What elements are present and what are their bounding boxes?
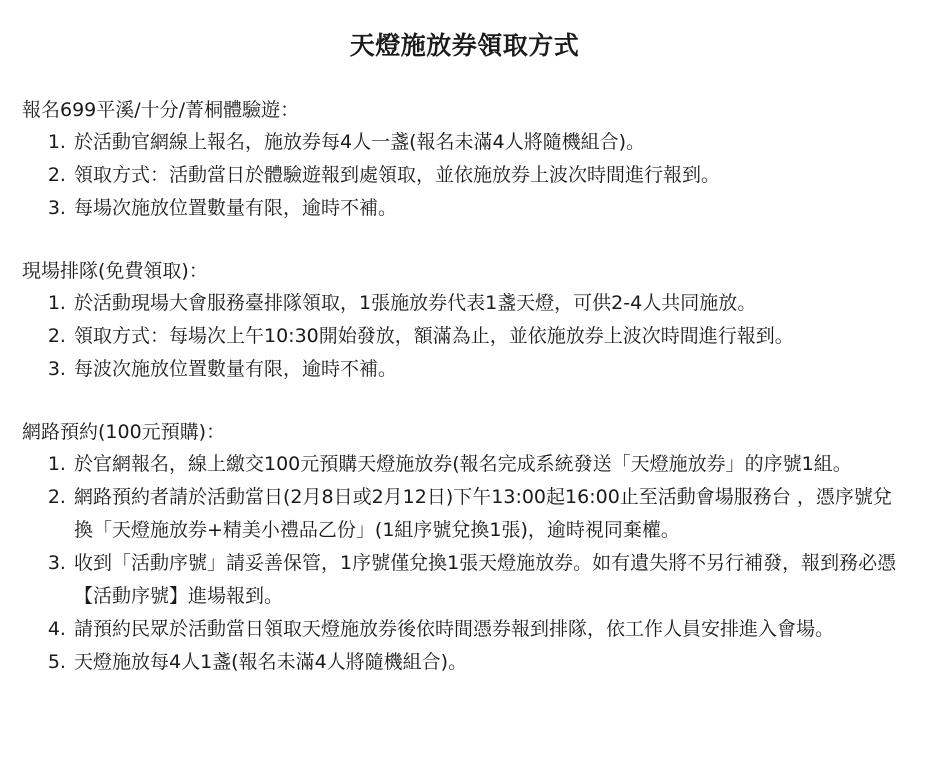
list-item: 2. 領取方式：活動當日於體驗遊報到處領取，並依施放券上波次時間進行報到。 (72, 159, 907, 192)
list-item: 5. 天燈施放每4人1盞(報名未滿4人將隨機組合)。 (72, 646, 907, 679)
page-title: 天燈施放券領取方式 (349, 31, 580, 60)
instruction-list (22, 448, 907, 679)
instruction-list (22, 126, 907, 225)
section-heading: 報名699平溪/十分/菁桐體驗遊： (22, 99, 300, 121)
list-item: 3. 收到「活動序號」請妥善保管，1序號僅兌換1張天燈施放券。如有遺失將不另行補發，報到務必憑【活動序號】進場報到。 (72, 547, 907, 613)
list-item: 1. 於官網報名，線上繳交100元預購天燈施放券(報名完成系統發送「天燈施放券」的序號1組。 (72, 448, 907, 481)
list-item: 1. 於活動現場大會服務臺排隊領取，1張施放券代表1盞天燈，可供2-4人共同施放。 (72, 287, 907, 320)
list-item: 4. 請預約民眾於活動當日領取天燈施放券後依時間憑券報到排隊，依工作人員安排進入會場。 (72, 613, 907, 646)
instruction-list (22, 287, 907, 386)
section-heading: 網路預約(100元預購)： (22, 421, 226, 443)
section-onsite-queue (22, 255, 907, 386)
list-item: 3. 每波次施放位置數量有限，逾時不補。 (72, 353, 907, 386)
list-item: 2. 網路預約者請於活動當日(2月8日或2月12日)下午13:00起16:00止至活動會場服務台 ，憑序號兌換「天燈施放券+精美小禮品乙份」(1組序號兌換1張)，逾時視同棄權。 (72, 481, 907, 547)
list-item: 2. 領取方式：每場次上午10:30開始發放，額滿為止，並依施放券上波次時間進行報到。 (72, 320, 907, 353)
list-item: 1. 於活動官網線上報名，施放券每4人一盞(報名未滿4人將隨機組合)。 (72, 126, 907, 159)
section-heading: 現場排隊(免費領取)： (22, 260, 208, 282)
section-online-reservation (22, 416, 907, 679)
section-experience-tour (22, 94, 907, 225)
list-item: 3. 每場次施放位置數量有限，逾時不補。 (72, 192, 907, 225)
